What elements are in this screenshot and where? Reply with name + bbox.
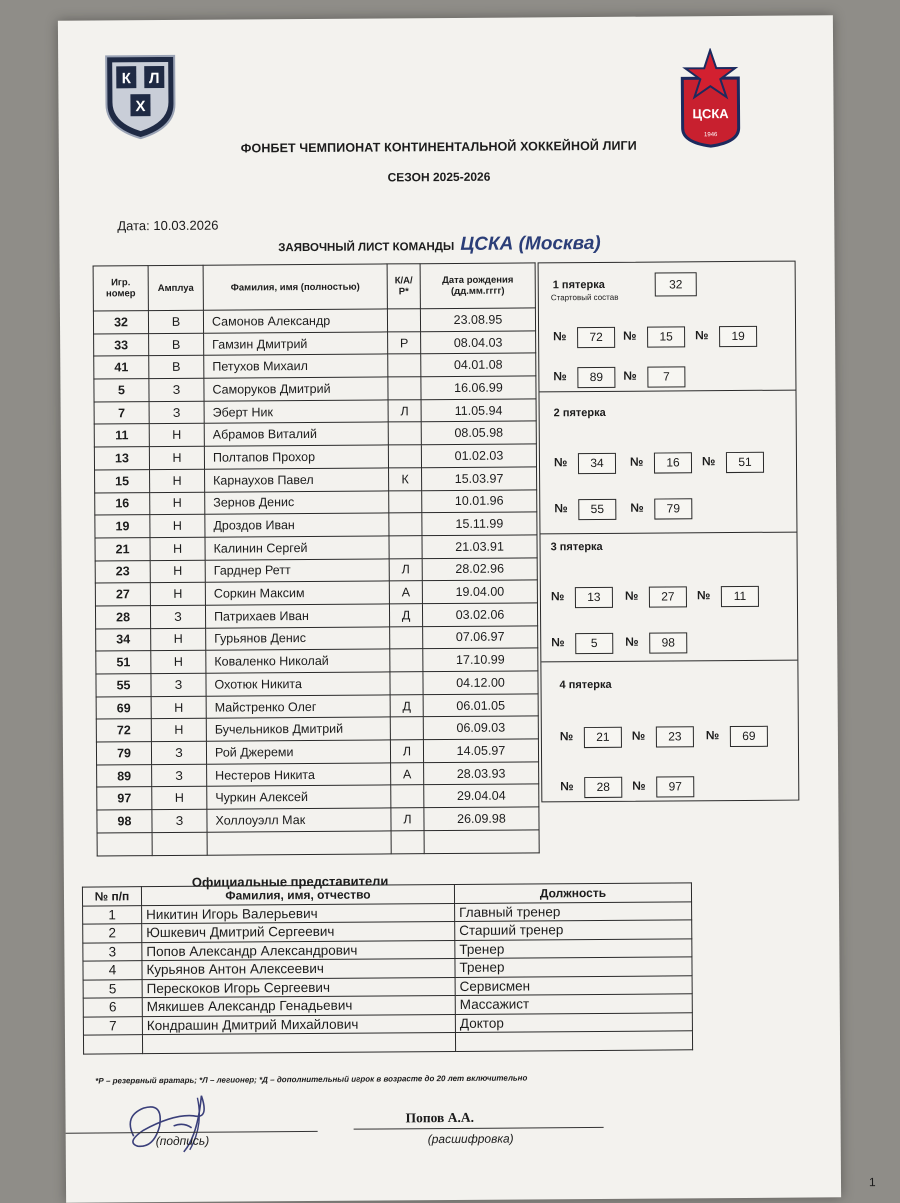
roster-row [96,739,538,765]
roster-row [96,626,538,652]
number-sign: № [630,500,644,515]
official-number: 4 [83,961,142,980]
player-role: З [151,741,206,764]
player-status: Д [389,604,422,627]
player-role: Н [151,719,206,742]
player-dob: 03.02.06 [422,603,537,626]
player-name: Гарднер Ретт [205,558,389,582]
player-dob: 08.05.98 [421,421,536,444]
roster-row [97,830,539,856]
official-name: Юшкевич Дмитрий Сергеевич [142,921,455,942]
khl-letter-h: Х [135,98,146,116]
player-role: З [149,378,204,401]
player-number: 97 [97,787,152,810]
header-role: Амплуа [148,265,203,310]
decode-line [354,1127,604,1130]
player-name: Калинин Сергей [205,536,389,560]
official-position: Тренер [455,938,692,958]
decode-caption: (расшифровка) [427,1131,514,1147]
roster-row [94,376,536,402]
roster-heading-label: ЗАЯВОЧНЫЙ ЛИСТ КОМАНДЫ [278,240,455,255]
player-number: 13 [94,447,149,470]
player-role: В [148,310,203,333]
roster-row [93,308,535,334]
player-role: Н [151,651,206,674]
number-sign: № [560,779,574,794]
player-name: Саморуков Дмитрий [204,377,388,401]
officials-body [83,901,693,1053]
line1-sublabel: Стартовый состав [550,292,619,303]
roster-row [97,784,539,810]
lines-divider [541,660,797,663]
roster-heading [59,231,819,258]
lines-divider [539,390,795,393]
player-dob: 15.03.97 [422,467,537,490]
player-role: Н [150,492,205,515]
player-number: 51 [96,651,151,674]
officials-header-n: № п/п [82,887,141,906]
line1-label: 1 пятерка [552,278,605,292]
player-name: Эберт Ник [204,400,388,424]
team-name: ЦСКА (Москва) [460,232,601,255]
player-dob: 06.01.05 [423,694,538,717]
official-name [142,1032,455,1053]
official-row [83,1031,692,1054]
roster-row [96,648,538,674]
player-role: В [149,356,204,379]
roster-row [94,444,536,470]
player-number: 28 [95,606,150,629]
number-sign: № [629,454,644,469]
player-number: 89 [97,764,152,787]
player-number: 19 [95,515,150,538]
roster-row [96,694,538,720]
roster-row [94,353,536,379]
player-status [389,536,422,559]
line1-goalie-box: 32 [655,272,697,296]
player-role: Н [152,787,207,810]
player-number: 55 [96,674,151,697]
roster-row [95,557,537,583]
roster-table [93,262,540,856]
player-number: 7 [94,401,149,424]
player-dob: 23.08.95 [420,308,535,331]
number-sign: № [554,501,568,516]
player-name: Холлоуэлл Мак [207,808,391,832]
player-name: Полтапов Прохор [204,445,388,469]
player-dob: 21.03.91 [422,535,537,558]
line1-player-box: 19 [719,326,757,347]
player-status: К [389,468,422,491]
player-dob: 28.02.96 [422,557,537,580]
player-status: А [389,581,422,604]
player-role: Н [150,514,205,537]
player-dob: 04.12.00 [423,671,538,694]
player-dob: 26.09.98 [424,807,539,830]
player-name: Гамзин Дмитрий [204,332,388,356]
official-name: Мякишев Александр Генадьевич [142,995,455,1016]
number-sign: № [623,368,637,383]
player-status: Р [388,331,421,354]
player-role: Н [150,560,205,583]
khl-letter-k: К [121,70,131,88]
player-dob: 19.04.00 [422,580,537,603]
official-number: 1 [83,905,142,924]
lines-divider [540,532,796,535]
player-status [390,717,423,740]
line2-player-box: 16 [654,452,692,473]
player-number: 11 [94,424,149,447]
player-name: Чуркин Алексей [207,785,391,809]
player-dob: 06.09.03 [423,716,538,739]
number-sign: № [624,588,639,603]
player-number: 27 [95,583,150,606]
player-name: Рой Джереми [206,740,390,764]
player-name: Дроздов Иван [205,513,389,537]
roster-row [95,512,537,538]
player-name: Зернов Денис [205,490,389,514]
number-sign: № [553,455,568,470]
official-name: Перескоков Игорь Сергеевич [142,977,455,998]
signatory-name: Попов А.А. [405,1109,474,1126]
player-status: Л [389,558,422,581]
player-name: Охотюк Никита [206,672,390,696]
official-number: 7 [83,1016,142,1035]
player-name: Петухов Михаил [204,354,388,378]
player-status [391,785,424,808]
player-dob: 01.02.03 [421,444,536,467]
player-status [389,490,422,513]
player-dob [424,830,539,853]
line2-player-box: 55 [578,499,616,520]
official-name: Попов Александр Александрович [142,940,455,961]
roster-row [96,716,538,742]
number-sign: № [631,728,646,743]
player-name: Бучельников Дмитрий [206,717,390,741]
player-number: 34 [96,628,151,651]
khl-letter-l: Л [148,70,160,88]
line3-player-box: 5 [575,633,613,654]
roster-row [95,603,537,629]
document-sheet [58,15,876,1202]
roster-row [95,467,537,493]
player-status [390,672,423,695]
official-number: 3 [83,942,142,961]
player-role: Н [150,537,205,560]
player-number [97,832,152,855]
roster-row [95,489,537,515]
player-dob: 07.06.97 [423,626,538,649]
player-number: 32 [93,311,148,334]
line2-label: 2 пятерка [553,406,606,420]
official-position: Старший тренер [455,920,692,940]
line1-player-box: 72 [577,327,615,348]
player-name: Патрихаев Иван [205,604,389,628]
official-number [83,1035,142,1054]
line3-label: 3 пятерка [550,540,603,554]
player-dob: 17.10.99 [423,648,538,671]
roster-row [94,399,536,425]
player-status [388,422,421,445]
signature-caption: (подпись) [155,1133,210,1149]
number-sign: № [625,634,639,649]
player-status [388,377,421,400]
cska-logo-text: ЦСКА [692,106,729,122]
player-name: Самонов Александр [203,309,387,333]
line1-player-box: 7 [647,366,685,387]
player-status [390,626,423,649]
player-status: А [391,762,424,785]
player-name: Майстренко Олег [206,695,390,719]
roster-row [97,807,539,833]
officials-table [82,882,693,1054]
player-role: З [152,809,207,832]
header-kap: К/А/Р* [387,264,420,309]
official-name: Курьянов Антон Алексеевич [142,958,455,979]
cska-logo [678,48,743,148]
line4-player-box: 69 [730,726,768,747]
line4-player-box: 23 [656,726,694,747]
number-sign: № [551,635,565,650]
lines-panel [538,261,800,803]
player-dob: 14.05.97 [423,739,538,762]
player-dob: 15.11.99 [422,512,537,535]
officials-header-fio: Фамилия, имя, отчество [141,884,454,905]
player-number: 79 [96,742,151,765]
player-role: Н [149,424,204,447]
player-role: Н [149,446,204,469]
roster-header-row [93,263,535,311]
number-sign: № [553,369,567,384]
season-title: СЕЗОН 2025-2026 [387,169,491,185]
header-dob: Дата рождения (дд.мм.гггг) [420,263,535,309]
player-dob: 11.05.94 [421,399,536,422]
number-sign: № [705,728,720,743]
player-number: 98 [97,810,152,833]
player-status: Л [390,740,423,763]
player-status [390,649,423,672]
player-role: Н [151,628,206,651]
line2-player-box: 34 [578,453,616,474]
official-number: 2 [83,924,142,943]
official-number: 5 [83,979,142,998]
player-role: В [149,333,204,356]
player-dob: 28.03.93 [424,762,539,785]
official-position: Сервисмен [455,975,692,995]
official-position: Доктор [455,1012,692,1032]
line1-player-box: 89 [577,367,615,388]
line4-player-box: 21 [584,727,622,748]
player-status [387,309,420,332]
number-sign: № [550,589,565,604]
page-number: 1 [868,1175,876,1190]
player-role [152,832,207,855]
player-role: Н [150,469,205,492]
player-name: Соркин Максим [205,581,389,605]
player-role: Н [150,582,205,605]
player-name: Абрамов Виталий [204,422,388,446]
player-role: Н [151,696,206,719]
player-number: 69 [96,696,151,719]
official-position [455,1031,692,1051]
official-name: Никитин Игорь Валерьевич [142,903,455,924]
championship-title: ФОНБЕТ ЧЕМПИОНАТ КОНТИНЕНТАЛЬНОЙ ХОККЕЙНОЙ ЛИГИ [240,138,637,156]
number-sign: № [623,328,637,343]
line1-player-box: 15 [647,326,685,347]
player-dob: 10.01.96 [422,489,537,512]
player-role: З [152,764,207,787]
number-sign: № [553,329,567,344]
player-status: Д [390,694,423,717]
roster-row [95,535,537,561]
cska-logo-year: 1946 [703,132,718,139]
official-number: 6 [83,998,142,1017]
player-role: З [149,401,204,424]
official-position: Массажист [455,994,692,1014]
number-sign: № [701,454,716,469]
line2-player-box: 79 [654,498,692,519]
official-position: Главный тренер [455,901,692,921]
line2-player-box: 51 [726,452,764,473]
player-role: З [150,605,205,628]
line4-player-box: 28 [584,777,622,798]
header-name: Фамилия, имя (полностью) [203,264,387,310]
roster-body [93,308,539,856]
player-name [207,831,391,855]
player-number: 23 [95,560,150,583]
player-status [389,513,422,536]
player-status: Л [391,808,424,831]
player-status: Л [388,399,421,422]
player-number: 21 [95,537,150,560]
player-name: Гурьянов Денис [206,627,390,651]
line3-player-box: 13 [575,587,613,608]
line3-player-box: 11 [721,586,759,607]
footnote: *Р – резервный вратарь; *Л – легионер; *Д – дополнительный игрок в возрасте до 20 лет включительно [95,1073,528,1086]
player-dob: 29.04.04 [424,784,539,807]
official-position: Тренер [455,957,692,977]
player-number: 16 [95,492,150,515]
official-name: Кондрашин Дмитрий Михайлович [142,1014,455,1035]
player-name: Карнаухов Павел [205,468,389,492]
document-date: Дата: 10.03.2026 [117,217,219,234]
roster-row [94,331,536,357]
line3-player-box: 27 [649,586,687,607]
player-dob: 08.04.03 [421,331,536,354]
officials-header-role: Должность [454,883,691,903]
player-status [388,445,421,468]
roster-row [96,671,538,697]
roster-row [95,580,537,606]
number-sign: № [696,588,711,603]
player-dob: 04.01.08 [421,353,536,376]
khl-logo [102,52,179,141]
line4-label: 4 пятерка [559,678,612,692]
player-number: 72 [96,719,151,742]
number-sign: № [632,778,646,793]
player-name: Коваленко Николай [206,649,390,673]
roster-row [97,762,539,788]
player-role: З [151,673,206,696]
header-number: Игр. номер [93,266,148,311]
player-number: 5 [94,379,149,402]
player-dob: 16.06.99 [421,376,536,399]
player-number: 15 [95,469,150,492]
player-name: Нестеров Никита [207,763,391,787]
officials-title: Официальные представители [191,873,389,890]
roster-row [94,421,536,447]
player-status [388,354,421,377]
line3-player-box: 98 [649,632,687,653]
line4-player-box: 97 [656,776,694,797]
player-number: 33 [94,333,149,356]
player-number: 41 [94,356,149,379]
player-status [391,830,424,853]
number-sign: № [559,729,574,744]
number-sign: № [695,328,709,343]
